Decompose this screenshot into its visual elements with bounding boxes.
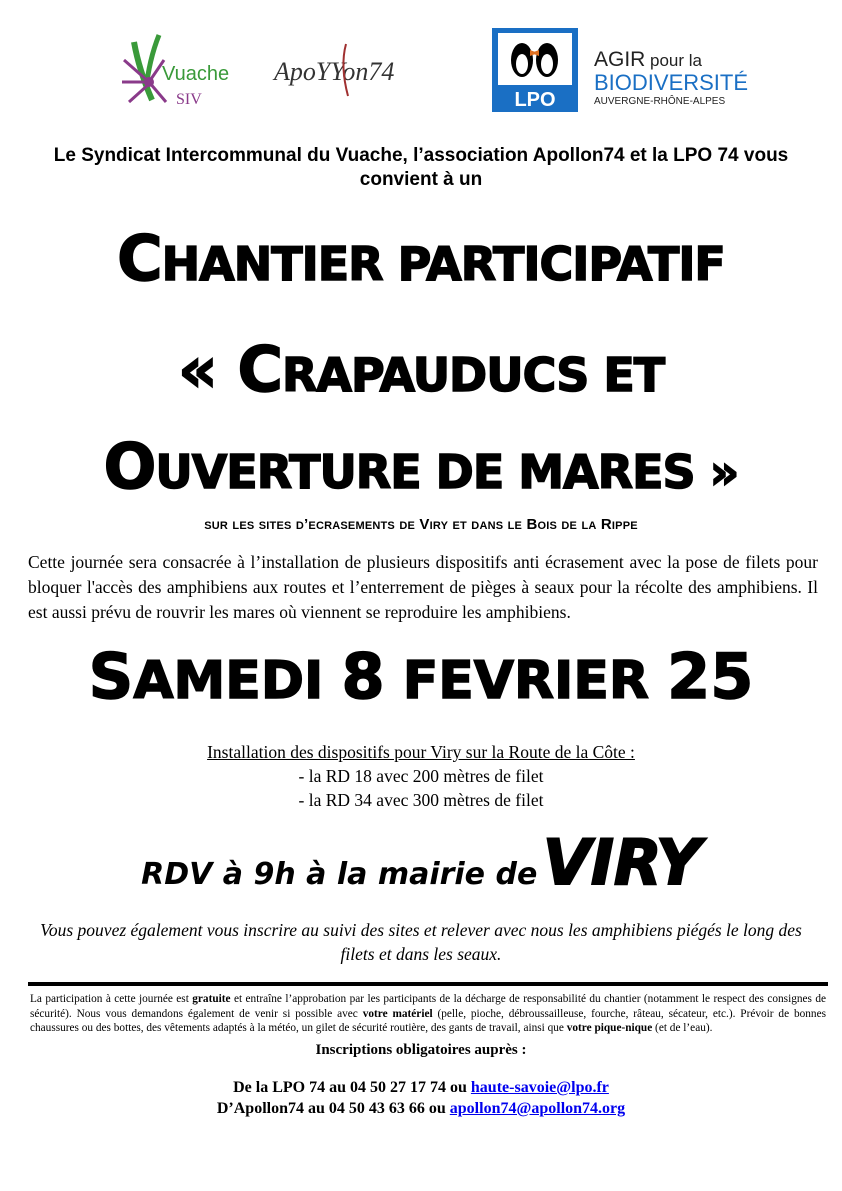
apollon74-logo	[268, 36, 418, 106]
email-lpo-link[interactable]: haute-savoie@lpo.fr	[470, 1079, 609, 1096]
vuache-logo	[104, 30, 230, 115]
installation-block	[20, 740, 822, 812]
inscriptions-heading: Inscriptions obligatoires auprès :	[315, 1042, 527, 1058]
lpo-logo	[492, 28, 578, 112]
event-date: SAMEDI 8 FEVRIER 25	[88, 640, 754, 713]
svg-text:AGIR: AGIR	[594, 48, 646, 71]
svg-text:AUVERGNE-RHÔNE-ALPES: AUVERGNE-RHÔNE-ALPES	[594, 96, 726, 107]
intro-text: Le Syndicat Intercommunal du Vuache, l’association Apollon74 et la LPO 74 vous convient à un	[53, 145, 789, 190]
title-line-2: « CRAPAUDUCS ET	[177, 333, 665, 406]
contacts	[20, 1077, 822, 1119]
installation-item: - la RD 34 avec 300 mètres de filet	[298, 790, 544, 810]
follow-text: Vous pouvez également vous inscrire au suivi des sites et relever avec nous les amphibiens piégés le long des filets et dans les seaux.	[40, 920, 802, 964]
divider	[28, 982, 828, 986]
svg-text:LPO: LPO	[514, 89, 556, 111]
installation-item: - la RD 18 avec 200 mètres de filet	[298, 766, 544, 786]
svg-text:ApoYYon74: ApoYYon74	[274, 57, 395, 86]
contact-lpo: De la LPO 74 au 04 50 27 17 74 ou haute-savoie@lpo.fr	[233, 1079, 609, 1096]
rdv-line: RDV à 9h à la mairie de VIRY	[141, 826, 701, 899]
title-line-3: OUVERTURE DE MARES »	[103, 430, 739, 503]
svg-text:pour la: pour la	[650, 51, 702, 70]
contact-apollon: D’Apollon74 au 04 50 43 63 66 ou apollon74@apollon74.org	[216, 1100, 626, 1117]
subtitle: sur les sites d’ecrasements de Viry et dans le Bois de la Rippe	[204, 516, 638, 533]
svg-text:Vuache: Vuache	[162, 63, 230, 85]
agir-biodiversite-logo	[592, 46, 749, 108]
title-line-1: CHANTIER PARTICIPATIF	[117, 222, 725, 295]
fine-print: La participation à cette journée est gratuite et entraîne l’approbation par les participants de la décharge de responsabilité du chantier (notamment le respect des consignes de sécurité). Nous vous demandons également de venir si possible avec votre matériel (pelle, pioche, débroussailleuse, fourche, râteau, sécateur, etc.). Prévoir de bonnes chaussures ou des bottes, des vêtements adaptés à la météo, un gilet de sécurité routière, des gants de travail, ainsi que votre pique-nique (et de l’eau).	[30, 993, 826, 1034]
installation-heading: Installation des dispositifs pour Viry sur la Route de la Côte :	[207, 742, 635, 762]
svg-text:BIODIVERSITÉ: BIODIVERSITÉ	[594, 70, 749, 95]
rdv-place: VIRY	[542, 826, 701, 899]
email-apollon-link[interactable]: apollon74@apollon74.org	[449, 1100, 626, 1117]
svg-text:SIV: SIV	[176, 91, 202, 108]
description: Cette journée sera consacrée à l’installation de plusieurs dispositifs anti écrasement avec la pose de filets pour bloquer l'accès des amphibiens aux routes et l’enterrement de pièges à seaux pour la récolte des amphibiens. Il est aussi prévu de rouvrir les mares où viennent se reproduire les amphibiens.	[28, 552, 818, 622]
